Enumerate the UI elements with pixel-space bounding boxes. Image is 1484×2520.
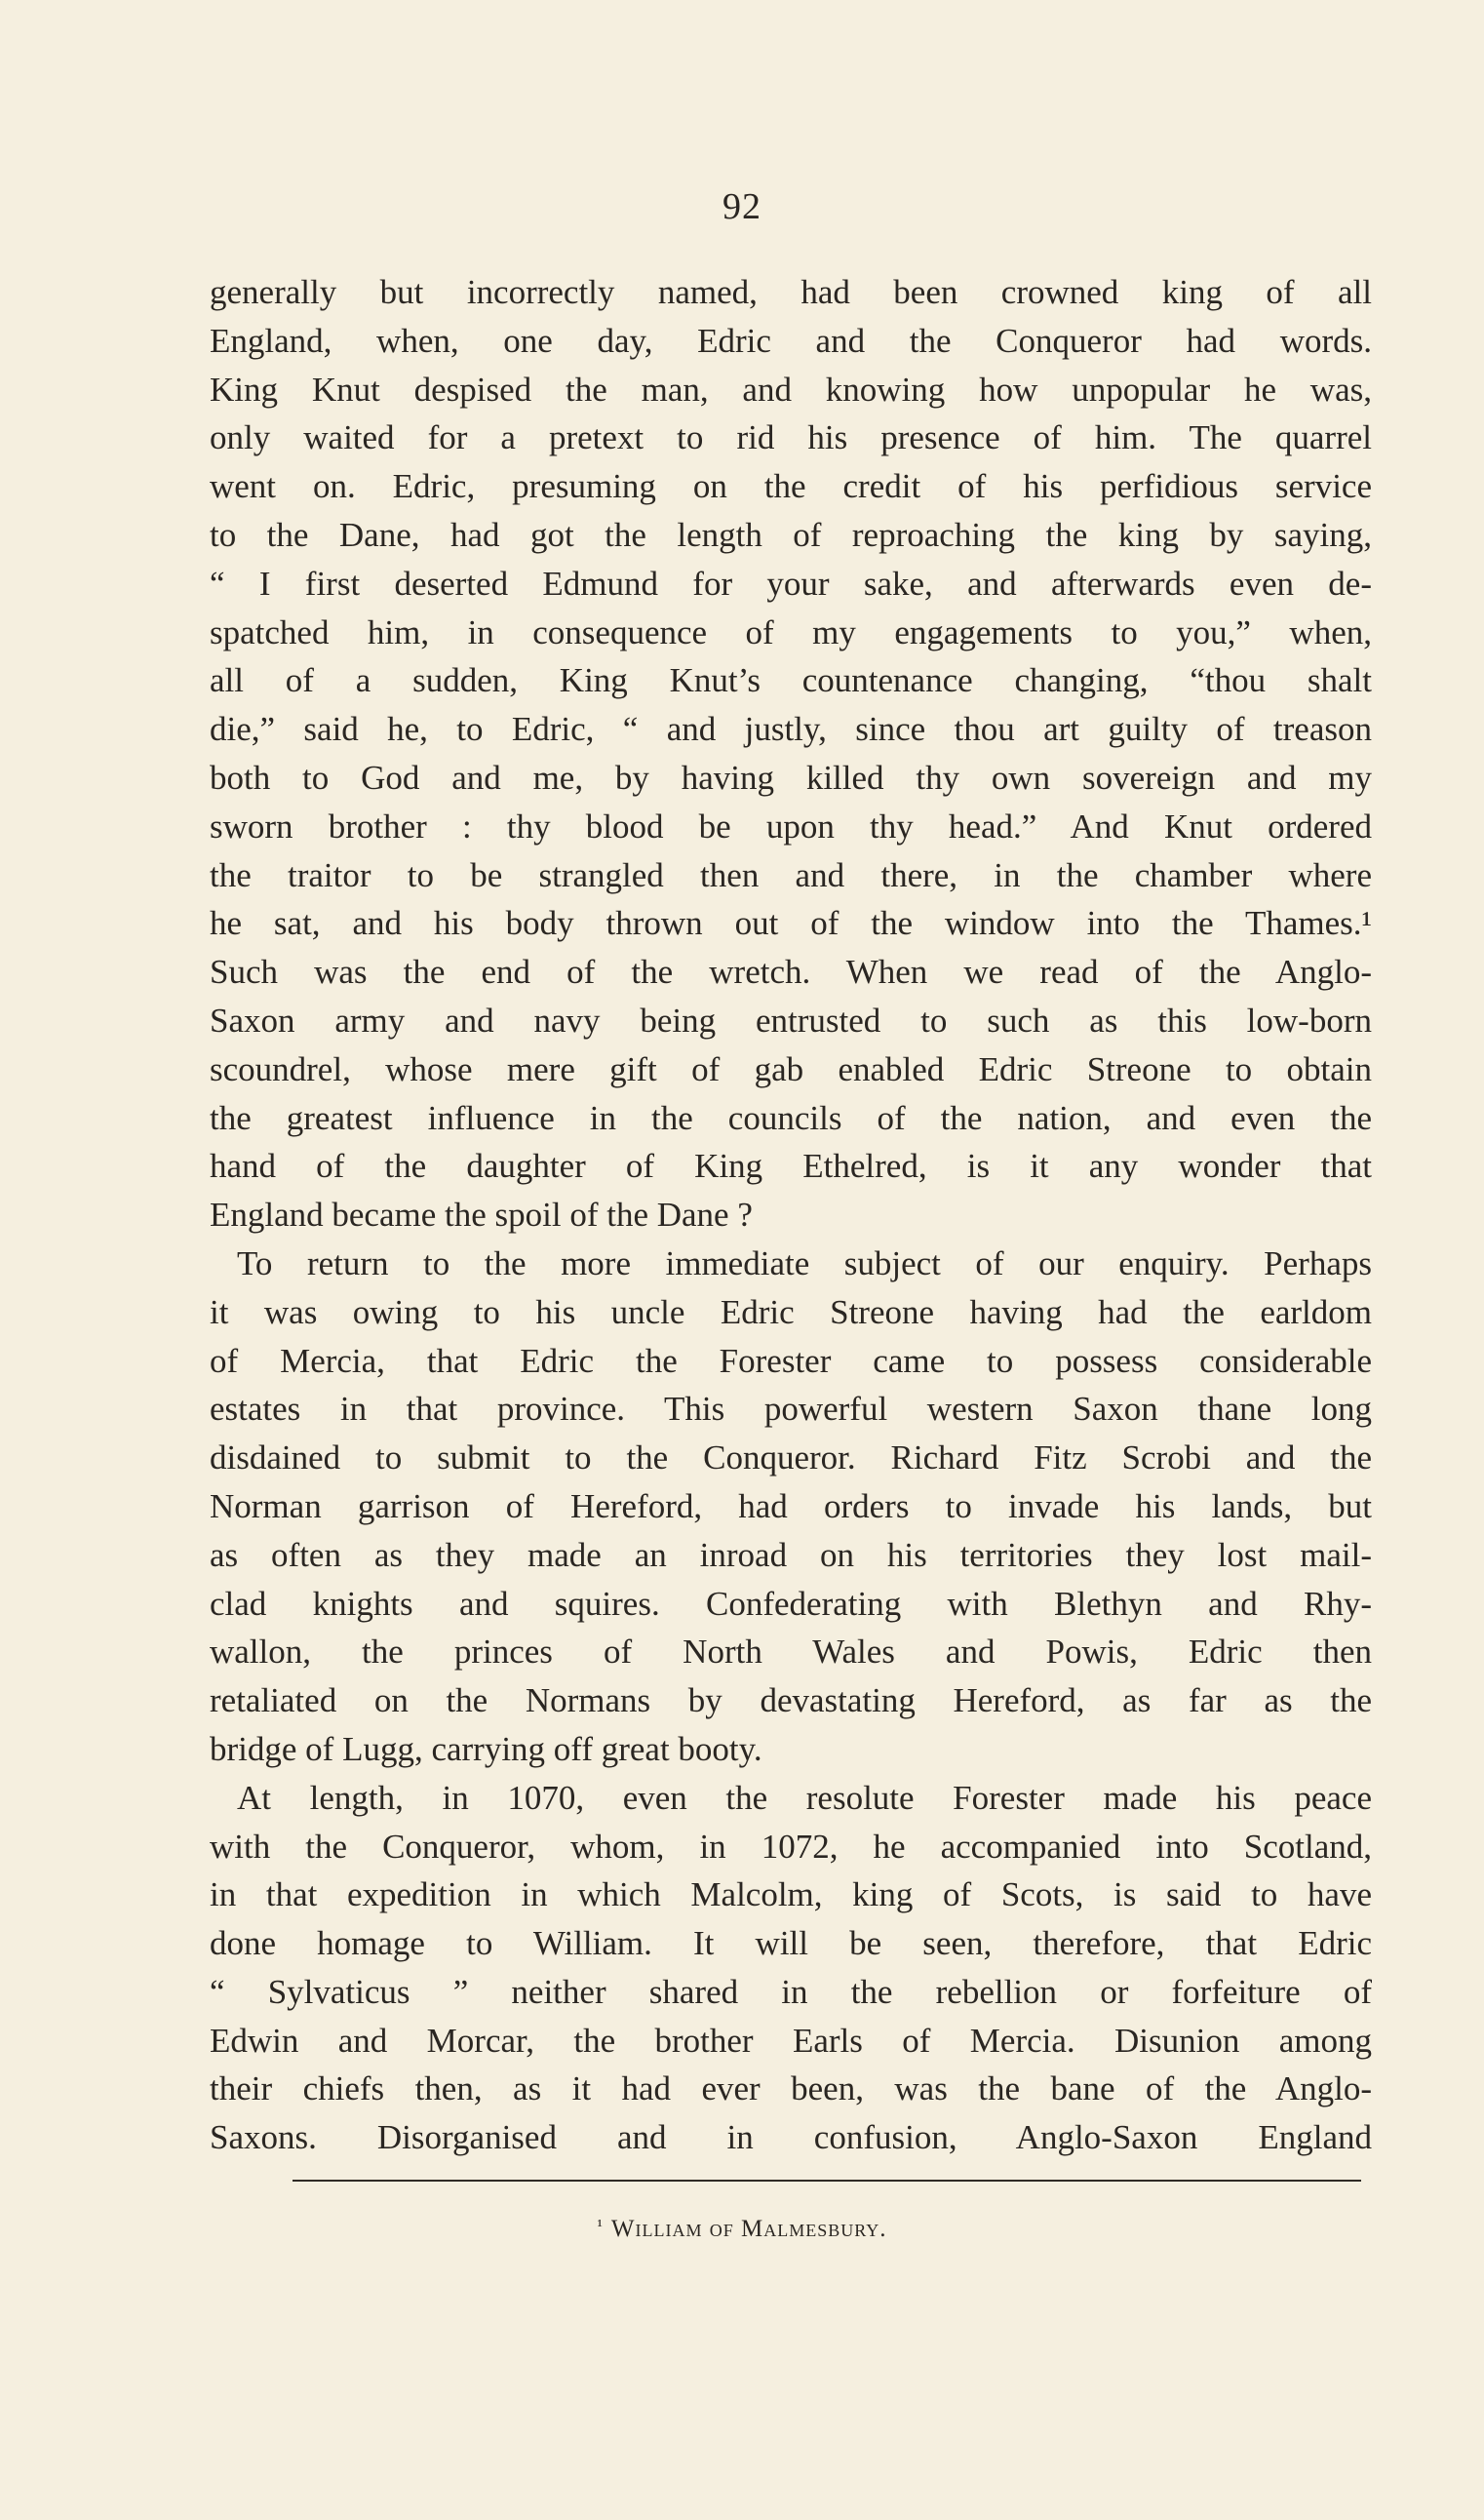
text-line: with the Conqueror, whom, in 1072, he accompanied into Scotland, [210,1827,1372,1866]
footnote-marker: ¹ [597,2216,604,2235]
text-line: generally but incorrectly named, had been crowned king of all [210,273,1372,311]
page-number: 92 [722,186,762,227]
text-line: as often as they made an inroad on his territories they lost mail- [210,1535,1372,1574]
text-line: hand of the daughter of King Ethelred, is it any wonder that [210,1147,1372,1186]
text-line: both to God and me, by having killed thy own sovereign and my [210,758,1372,797]
body-text [210,268,1372,2162]
text-line: die,” said he, to Edric, “ and justly, since thou art guilty of treason [210,710,1372,749]
text-line: sworn brother : thy blood be upon thy head.” And Knut ordered [210,807,1372,846]
text-line: estates in that province. This powerful western Saxon thane long [210,1390,1372,1429]
text-line: King Knut despised the man, and knowing how unpopular he was, [210,370,1372,409]
text-line: retaliated on the Normans by devastating Hereford, as far as the [210,1681,1372,1720]
text-line: “ Sylvaticus ” neither shared in the rebellion or forfeiture of [210,1972,1372,2011]
text-line: England, when, one day, Edric and the Conqueror had words. [210,321,1372,360]
text-line: it was owing to his uncle Edric Streone having had the earldom [210,1292,1372,1331]
text-line: Saxon army and navy being entrusted to such as this low-born [210,1001,1372,1040]
text-line: clad knights and squires. Confederating with Blethyn and Rhy- [210,1584,1372,1623]
footnote-divider [293,2180,1361,2182]
footnote-text: William of Malmesbury. [610,2216,887,2242]
text-line: Edwin and Morcar, the brother Earls of Mercia. Disunion among [210,2021,1372,2060]
text-line: England became the spoil of the Dane ? [210,1196,753,1235]
text-line: he sat, and his body thrown out of the window into the Thames.¹ [210,904,1372,943]
text-line: only waited for a pretext to rid his presence of him. The quarrel [210,418,1372,457]
text-line: To return to the more immediate subject of our enquiry. Perhaps [237,1243,1372,1282]
text-line: done homage to William. It will be seen, therefore, that Edric [210,1924,1372,1963]
text-line: Such was the end of the wretch. When we read of the Anglo- [210,953,1372,992]
text-line: bridge of Lugg, carrying off great booty. [210,1729,762,1768]
text-line: spatched him, in consequence of my engagements to you,” when, [210,612,1372,651]
text-line: At length, in 1070, even the resolute Forester made his peace [237,1778,1372,1817]
text-line: scoundrel, whose mere gift of gab enabled Edric Streone to obtain [210,1049,1372,1088]
footnote [0,2216,1484,2243]
text-line: their chiefs then, as it had ever been, was the bane of the Anglo- [210,2069,1372,2108]
text-line: “ I first deserted Edmund for your sake, and afterwards even de- [210,564,1372,603]
text-line: of Mercia, that Edric the Forester came to possess considerable [210,1341,1372,1380]
text-line: in that expedition in which Malcolm, king of Scots, is said to have [210,1875,1372,1914]
text-line: the greatest influence in the councils of the nation, and even the [210,1098,1372,1137]
text-line: the traitor to be strangled then and there, in the chamber where [210,855,1372,894]
text-line: disdained to submit to the Conqueror. Richard Fitz Scrobi and the [210,1438,1372,1477]
text-line: wallon, the princes of North Wales and Powis, Edric then [210,1633,1372,1672]
text-line: all of a sudden, King Knut’s countenance changing, “thou shalt [210,661,1372,700]
text-line: went on. Edric, presuming on the credit of his perfidious service [210,467,1372,506]
text-line: Saxons. Disorganised and in confusion, Anglo-Saxon England [210,2118,1372,2157]
text-line: Norman garrison of Hereford, had orders to invade his lands, but [210,1486,1372,1525]
text-line: to the Dane, had got the length of reproaching the king by saying, [210,515,1372,554]
